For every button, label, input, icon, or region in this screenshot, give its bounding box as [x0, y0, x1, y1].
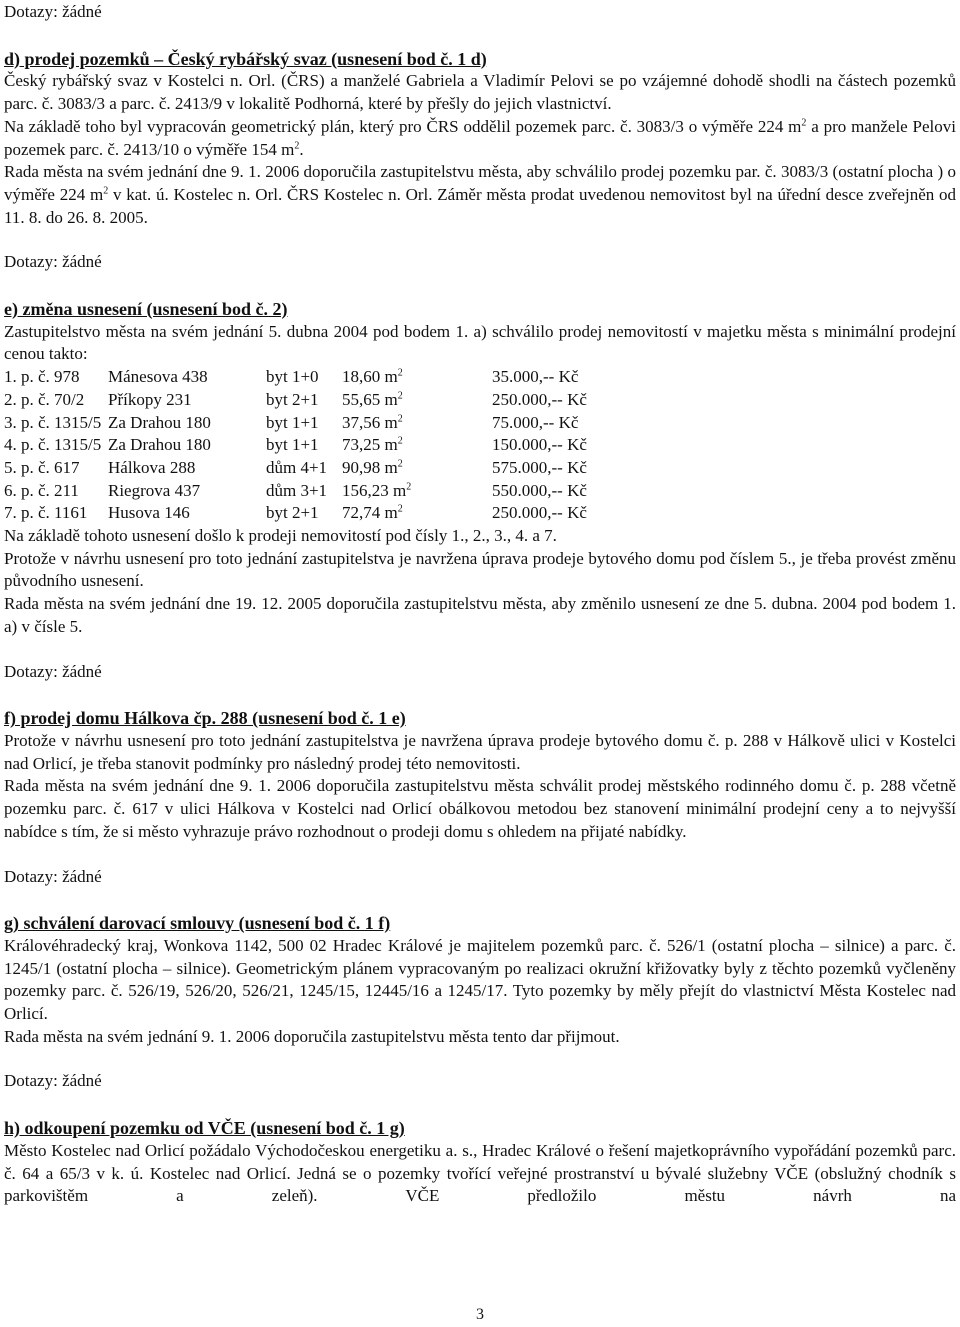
- dotazy-line: Dotazy: žádné: [4, 1071, 102, 1091]
- table-row: 3. p. č. 1315/5 Za Drahou 180 byt 1+1 37,56 $m^2$ 75.000,-- Kč: [4, 412, 579, 432]
- dotazy-line: Dotazy: žádné: [4, 252, 102, 272]
- table-row: 4. p. č. 1315/5 Za Drahou 180 byt 1+1 73,25 $m^2$ 150.000,-- Kč: [4, 435, 587, 455]
- paragraph: Na základě tohoto usnesení došlo k prodeji nemovitostí pod čísly 1., 2., 3., 4. a 7.: [4, 526, 557, 546]
- section-e: [4, 298, 956, 683]
- section-heading: f) prodej domu Hálkova čp. 288 (usnesení bod č. 1 e): [4, 708, 406, 729]
- table-row: 5. p. č. 617 Hálkova 288 dům 4+1 90,98 $m^2$ 575.000,-- Kč: [4, 457, 587, 477]
- dotazy-line: Dotazy: žádné: [4, 866, 102, 886]
- paragraph: Rada města na svém jednání dne 19. 12. 2005 doporučila zastupitelstvu města, aby změnilo usnesení ze dne 5. dubna. 2004 pod bodem 1. a) v čísle 5.: [4, 594, 956, 636]
- paragraph: Rada města na svém jednání dne 9. 1. 2006 doporučila zastupitelstvu města schválit prodej městského rodinného domu č. p. 288 včetně pozemku parc. č. 617 v ulici Hálkova v Kostelci nad Orlicí obálkovou metodou bez stanovení minimální prodejní ceny a to nejvyšší nabídce s tím, že si město vyhrazuje právo rozhodnout o prodeji domu s ohledem na přijaté nabídky.: [4, 776, 956, 841]
- section-heading: g) schválení darovací smlouvy (usnesení bod č. 1 f): [4, 913, 391, 934]
- property-table: [4, 366, 612, 525]
- paragraph: Český rybářský svaz v Kostelci n. Orl. (ČRS) a manželé Gabriela a Vladimír Pelovi se po vzájemné dohodě shodli na částech pozemků parc. č. 3083/3 a parc. č. 2413/9 v lokalitě Podhorná, které by přešly do jejich vlastnictví.: [4, 71, 956, 114]
- paragraph: Rada města na svém jednání dne 9. 1. 2006 doporučila zastupitelstvu města, aby schválilo prodej pozemku par. č. 3083/3 (ostatní plocha ) o výměře 224 $m^2$ v kat. ú. Kostelec n. Orl. ČRS Kostelec n. Orl. Záměr města prodat uvedenou nemovitost byl na úřední desce zveřejněn od 11. 8. do 26. 8. 2005.: [4, 162, 957, 227]
- table-row: 2. p. č. 70/2 Příkopy 231 byt 2+1 55,65 $m^2$ 250.000,-- Kč: [4, 389, 587, 409]
- table-row: 6. p. č. 211 Riegrova 437 dům 3+1 156,23 $m^2$ 550.000,-- Kč: [4, 480, 587, 500]
- dotazy-line: Dotazy: žádné: [4, 2, 102, 21]
- paragraph: Protože v návrhu usnesení pro toto jednání zastupitelstva je navržena úprava prodeje bytového domu pod číslem 5., je třeba provést změnu původního usnesení.: [4, 548, 956, 591]
- section-d: [4, 48, 956, 274]
- table-row: 1. p. č. 978 Mánesova 438 byt 1+0 18,60 $m^2$ 35.000,-- Kč: [4, 367, 579, 387]
- paragraph: Zastupitelstvo města na svém jednání 5. dubna 2004 pod bodem 1. a) schválilo prodej nemovitostí v majetku města s minimální prodejní cenou takto:: [4, 321, 956, 364]
- section-g: [4, 912, 956, 1093]
- section-f: [4, 707, 956, 888]
- paragraph: Protože v návrhu usnesení pro toto jednání zastupitelstva je navržena úprava prodeje bytového domu č. p. 288 v Hálkově ulici v Kostelci nad Orlicí, je třeba stanovit podmínky pro následný prodej této nemovitosti.: [4, 730, 956, 773]
- section-heading: e) změna usnesení (usnesení bod č. 2): [4, 299, 288, 320]
- dotazy-line: Dotazy: žádné: [4, 661, 102, 681]
- page-number: 3: [476, 1306, 484, 1323]
- section-heading: d) prodej pozemků – Český rybářský svaz (usnesení bod č. 1 d): [4, 48, 487, 69]
- section-h: [4, 1117, 956, 1231]
- paragraph: Královéhradecký kraj, Wonkova 1142, 500 02 Hradec Králové je majitelem pozemků parc. č. 526/1 (ostatní plocha – silnice) a parc. č. 1245/1 (ostatní plocha – silnice). Geometrickým plánem vypracovaným po realizaci okružní křižovatky byly z těchto pozemků vyčleněny pozemky parc. č. 526/19, 526/20, 526/21, 1245/15, 12445/16 a 1245/17. Tyto pozemky by měly přejít do vlastnictví Města Kostelec nad Orlicí.: [4, 935, 956, 1024]
- paragraph: Město Kostelec nad Orlicí požádalo Východočeskou energetiku a. s., Hradec Králové o řešení majetkoprávního vypořádání pozemků parc. č. 64 a 65/3 v k. ú. Kostelec nad Orlicí. Jedná se o pozemky tvořící veřejné prostranství u bývalé služebny VČE (obslužný chodník s parkovištěm a zeleň). VČE předložilo městu návrh na: [4, 1140, 956, 1206]
- document-page: [4, 0, 956, 1231]
- paragraph: Rada města na svém jednání 9. 1. 2006 doporučila zastupitelstvu města tento dar přijmout.: [4, 1026, 620, 1046]
- paragraph: Na základě toho byl vypracován geometrický plán, který pro ČRS oddělil pozemek parc. č. 3083/3 o výměře 224 $m^2$ a pro manžele Pelovi pozemek parc. č. 2413/10 o výměře 154 $m^2$.: [4, 116, 957, 159]
- table-row: 7. p. č. 1161 Husova 146 byt 2+1 72,74 $m^2$ 250.000,-- Kč: [4, 503, 587, 523]
- section-heading: h) odkoupení pozemku od VČE (usnesení bod č. 1 g): [4, 1118, 405, 1139]
